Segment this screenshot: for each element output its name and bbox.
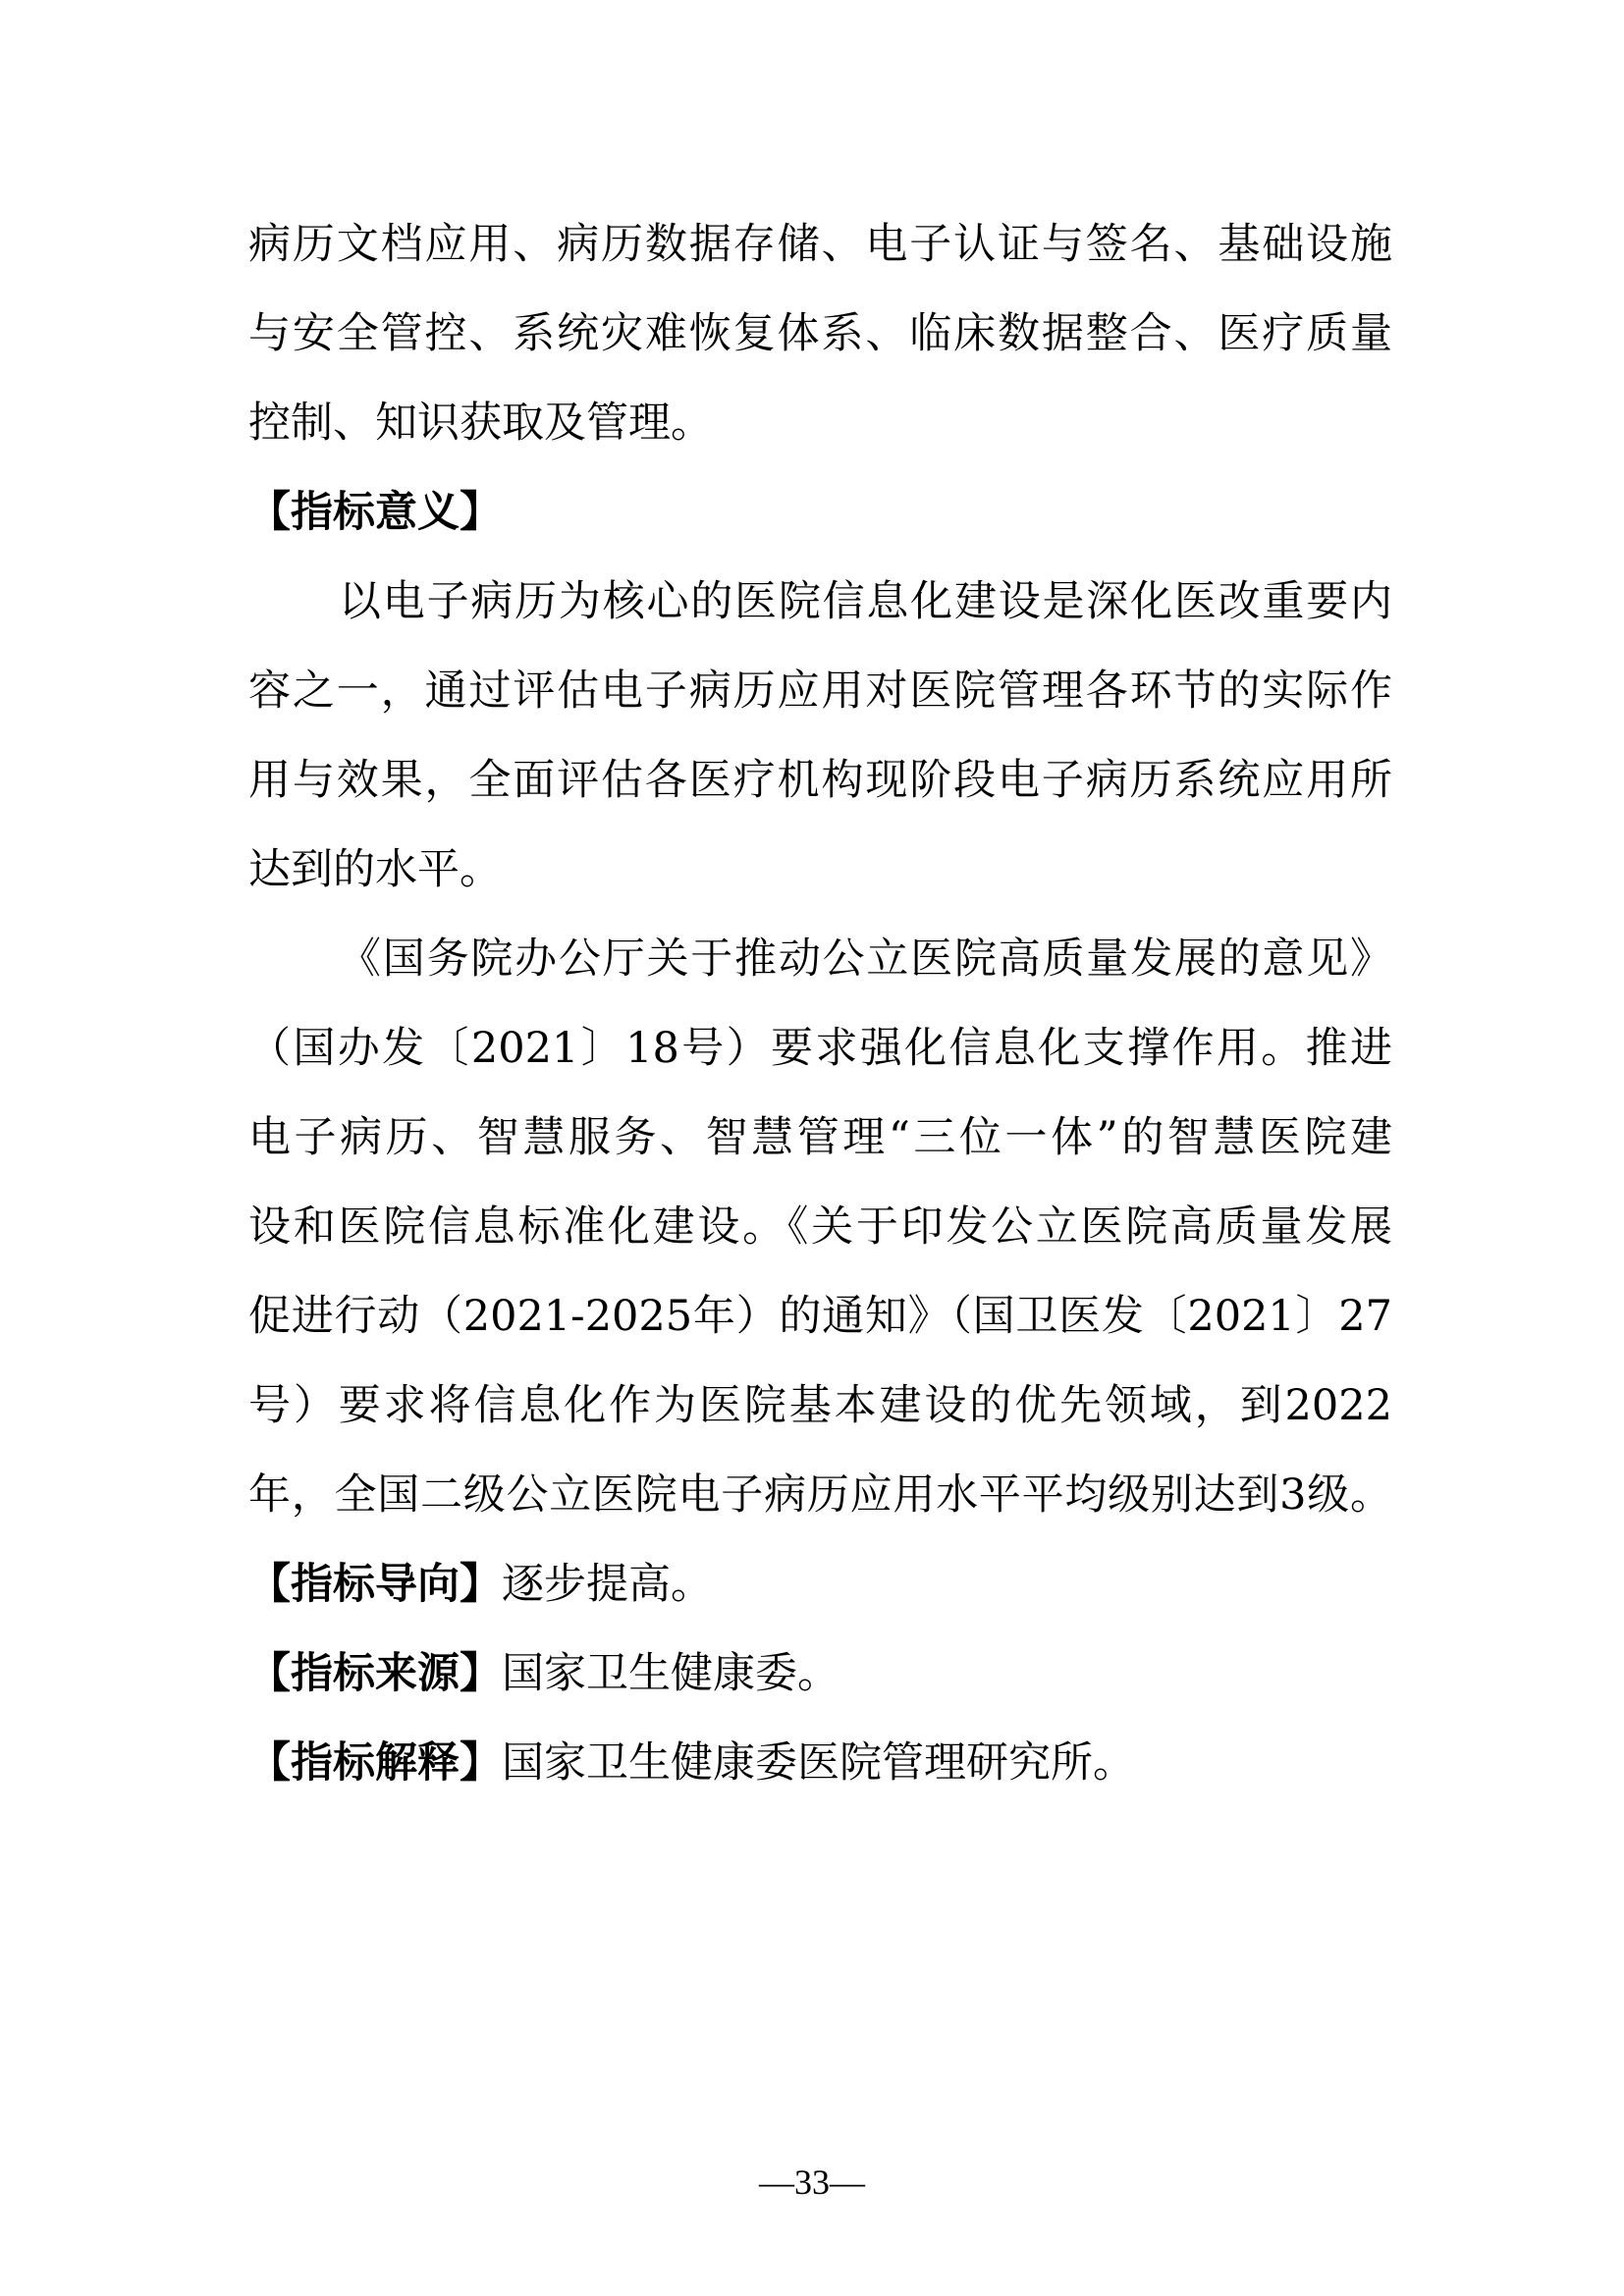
source-value: 国家卫生健康委。 bbox=[502, 1649, 839, 1698]
body-line-7: 达到的水平。 bbox=[248, 845, 502, 894]
heading-significance: 【指标意义】 bbox=[248, 488, 502, 537]
body-line-8: 《国务院办公厅关于推动公立医院高质量发展的意见》 bbox=[339, 934, 1392, 984]
body-line-10: 电子病历、智慧服务、智慧管理“三位一体”的智慧医院建 bbox=[248, 1113, 1392, 1162]
body-line-6: 用与效果，全面评估各医疗机构现阶段电子病历系统应用所 bbox=[248, 756, 1392, 805]
source-row bbox=[248, 1644, 1392, 1703]
body-line-2: 与安全管控、系统灾难恢复体系、临床数据整合、医疗质量 bbox=[248, 309, 1392, 358]
direction-label: 【指标导向】 bbox=[248, 1560, 502, 1609]
body-line-9: （国办发〔2021〕18号）要求强化信息化支撑作用。推进 bbox=[248, 1024, 1392, 1073]
body-line-1: 病历文档应用、病历数据存储、电子认证与签名、基础设施 bbox=[248, 220, 1392, 269]
page-number: —33— bbox=[759, 2163, 865, 2202]
direction-value: 逐步提高。 bbox=[502, 1560, 713, 1609]
source-label: 【指标来源】 bbox=[248, 1649, 502, 1698]
body-line-11: 设和医院信息标准化建设。《关于印发公立医院高质量发展 bbox=[248, 1202, 1392, 1252]
interpretation-value: 国家卫生健康委医院管理研究所。 bbox=[502, 1738, 1135, 1788]
body-line-13: 号）要求将信息化作为医院基本建设的优先领域，到2022 bbox=[248, 1381, 1392, 1430]
body-line-12: 促进行动（2021-2025年）的通知》（国卫医发〔2021〕27 bbox=[248, 1292, 1392, 1341]
body-line-3: 控制、知识获取及管理。 bbox=[248, 399, 713, 448]
interpretation-row bbox=[248, 1734, 1392, 1792]
interpretation-label: 【指标解释】 bbox=[248, 1738, 502, 1788]
direction-row bbox=[248, 1555, 1392, 1614]
body-line-4: 以电子病历为核心的医院信息化建设是深化医改重要内 bbox=[339, 577, 1392, 626]
body-line-14: 年，全国二级公立医院电子病历应用水平平均级别达到3级。 bbox=[248, 1470, 1392, 1520]
body-line-5: 容之一，通过评估电子病历应用对医院管理各环节的实际作 bbox=[248, 667, 1392, 716]
